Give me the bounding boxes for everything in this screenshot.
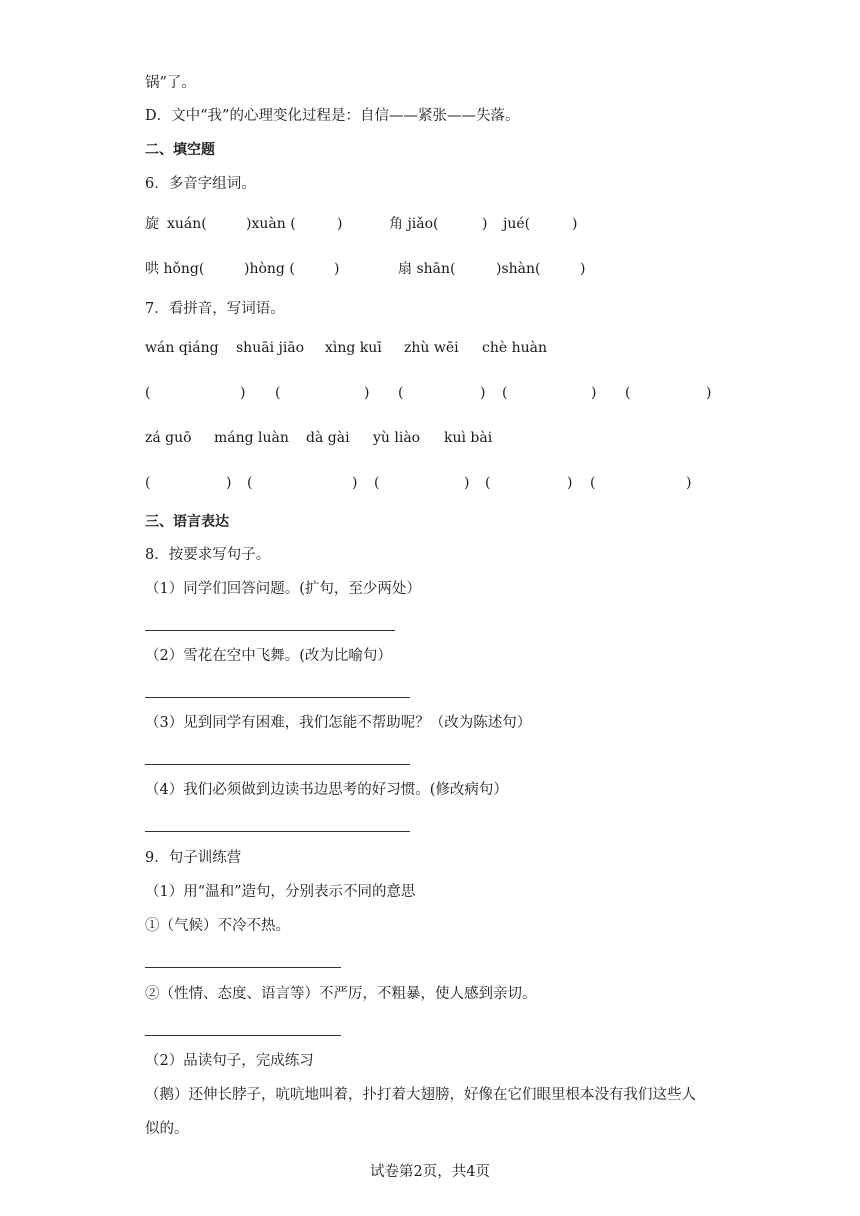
section-heading-language-expression: 三、语言表达 (145, 514, 229, 530)
polyphone-blank-close[interactable]: ) (580, 261, 586, 277)
answer-close-paren[interactable]: ) (706, 385, 712, 401)
question-8: 8．按要求写句子。 (145, 547, 271, 563)
section-heading-fill-blank: 二、填空题 (145, 142, 215, 158)
polyphone-reading: 扇 shān( (398, 261, 456, 277)
answer-open-paren[interactable]: ( (374, 475, 380, 491)
pinyin-item: shuāi jiāo (236, 340, 305, 356)
page-footer: 试卷第2页，共4页 (370, 1164, 490, 1180)
answer-open-paren[interactable]: ( (247, 475, 253, 491)
polyphone-char: 旋 (145, 216, 159, 232)
pinyin-item: zhù wēi (404, 340, 459, 356)
answer-close-paren[interactable]: ) (352, 475, 358, 491)
polyphone-reading[interactable]: )shàn( (496, 261, 541, 277)
polyphone-reading[interactable]: )xuàn ( (246, 216, 296, 232)
answer-open-paren[interactable]: ( (145, 385, 151, 401)
pinyin-item: wán qiáng (145, 340, 219, 356)
answer-close-paren[interactable]: ) (364, 385, 370, 401)
answer-line[interactable] (145, 697, 410, 698)
answer-close-paren[interactable]: ) (226, 475, 232, 491)
polyphone-reading: xuán( (167, 216, 207, 232)
answer-open-paren[interactable]: ( (590, 475, 596, 491)
polyphone-blank-close[interactable]: ) (334, 261, 340, 277)
polyphone-reading: 哄 hǒng( (145, 261, 205, 277)
answer-line[interactable] (145, 1035, 341, 1036)
question-6: 6．多音字组词。 (145, 176, 256, 192)
passage-text: （鹅）还伸长脖子，吭吭地叫着，扑打着大翅膀，好像在它们眼里根本没有我们这些人 (145, 1087, 696, 1103)
pinyin-item: kuì bài (444, 430, 493, 446)
question-9-1-a: ①（气候）不冷不热。 (145, 918, 290, 934)
answer-close-paren[interactable]: ) (567, 475, 573, 491)
answer-close-paren[interactable]: ) (240, 385, 246, 401)
continued-text: 锅”了。 (145, 75, 196, 91)
answer-close-paren[interactable]: ) (686, 475, 692, 491)
question-7: 7．看拼音，写词语。 (145, 301, 285, 317)
question-8-1: （1）同学们回答问题。(扩句，至少两处） (145, 581, 421, 597)
pinyin-item: chè huàn (482, 340, 547, 356)
answer-close-paren[interactable]: ) (464, 475, 470, 491)
pinyin-item: máng luàn (214, 430, 289, 446)
answer-line[interactable] (145, 831, 410, 832)
question-9-1: （1）用“温和”造句，分别表示不同的意思 (145, 884, 416, 900)
question-9-1-b: ②（性情、态度、语言等）不严厉，不粗暴，使人感到亲切。 (145, 986, 537, 1002)
polyphone-reading: 角 jiǎo( (389, 216, 439, 232)
polyphone-blank-close[interactable]: ) (337, 216, 343, 232)
question-9-2: （2）品读句子，完成练习 (145, 1053, 314, 1069)
passage-text: 似的。 (145, 1121, 189, 1137)
answer-open-paren[interactable]: ( (485, 475, 491, 491)
answer-open-paren[interactable]: ( (502, 385, 508, 401)
pinyin-item: zá guō (145, 430, 192, 446)
question-8-3: （3）见到同学有困难，我们怎能不帮助呢？（改为陈述句） (145, 715, 532, 731)
answer-line[interactable] (145, 630, 395, 631)
polyphone-reading: jué( (503, 216, 531, 232)
answer-open-paren[interactable]: ( (398, 385, 404, 401)
question-8-2: （2）雪花在空中飞舞。(改为比喻句） (145, 648, 392, 664)
answer-open-paren[interactable]: ( (145, 475, 151, 491)
answer-close-paren[interactable]: ) (480, 385, 486, 401)
answer-open-paren[interactable]: ( (625, 385, 631, 401)
pinyin-item: xìng kuī (325, 340, 382, 356)
polyphone-blank-close[interactable]: ) (482, 216, 488, 232)
question-9: 9．句子训练营 (145, 850, 242, 866)
polyphone-blank-close[interactable]: ) (572, 216, 578, 232)
answer-line[interactable] (145, 967, 341, 968)
question-8-4: （4）我们必须做到边读书边思考的好习惯。(修改病句） (145, 782, 508, 798)
option-d: D．文中“我”的心理变化过程是：自信——紧张——失落。 (145, 108, 520, 124)
polyphone-reading[interactable]: )hòng ( (244, 261, 295, 277)
pinyin-item: yù liào (373, 430, 421, 446)
answer-line[interactable] (145, 764, 410, 765)
answer-close-paren[interactable]: ) (591, 385, 597, 401)
pinyin-item: dà gài (306, 430, 350, 446)
answer-open-paren[interactable]: ( (275, 385, 281, 401)
